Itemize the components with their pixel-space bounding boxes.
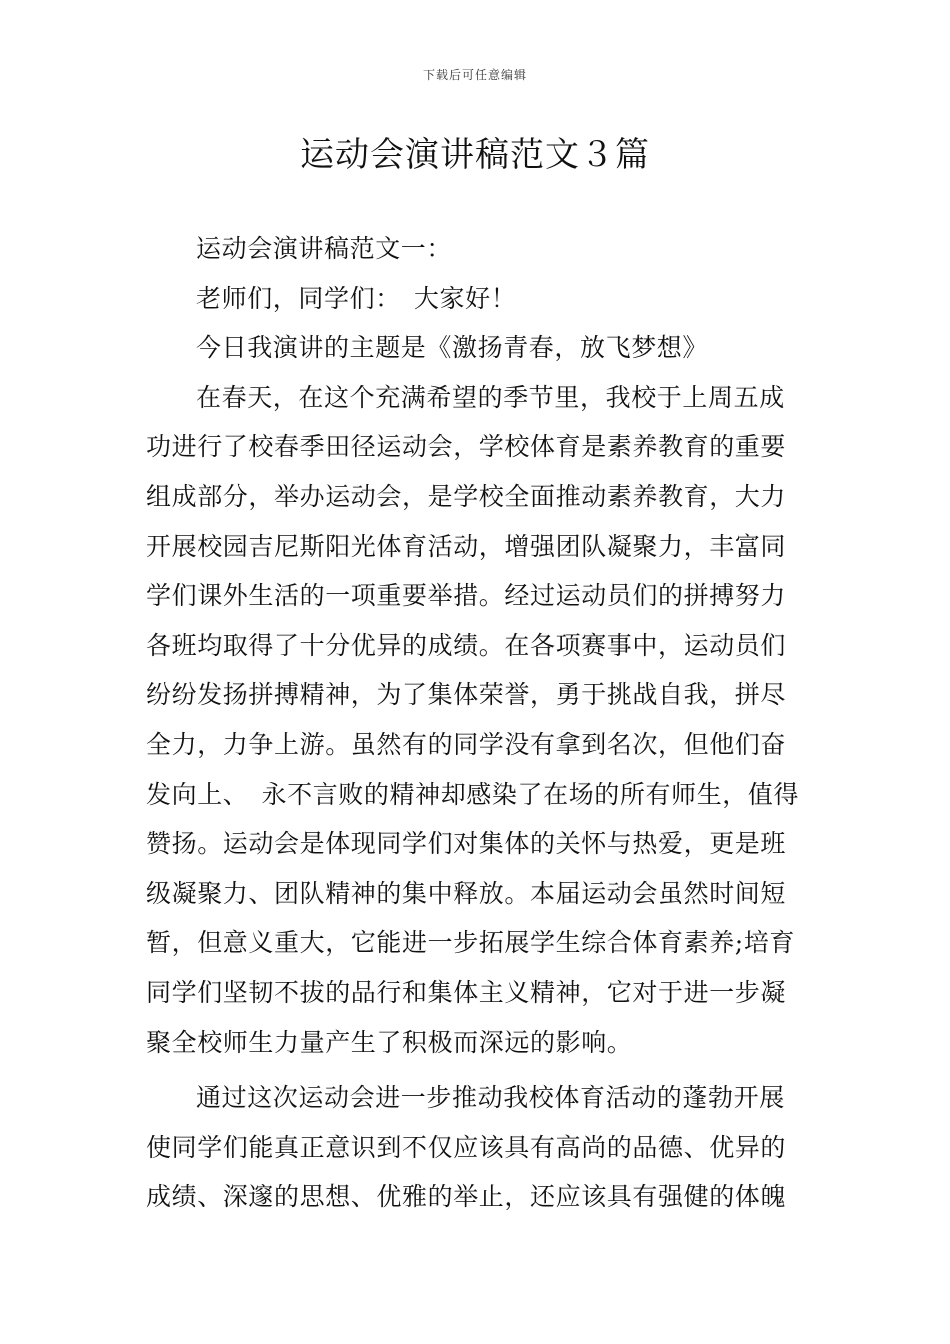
text-line: 全力，力争上游。虽然有的同学没有拿到名次，但他们奋: [146, 729, 787, 759]
text-line: 成绩、深邃的思想、优雅的举止，还应该具有强健的体魄: [146, 1182, 787, 1212]
text-line: 暂，但意义重大，它能进一步拓展学生综合体育素养;培育: [146, 928, 796, 958]
text-line: 学们课外生活的一项重要举措。经过运动员们的拼搏努力: [146, 581, 787, 611]
text-line: 功进行了校春季田径运动会，学校体育是素养教育的重要: [146, 432, 787, 462]
document-title: 运动会演讲稿范文３篇: [300, 135, 650, 175]
text-line: 纷纷发扬拼搏精神，为了集体荣誉，勇于挑战自我，拼尽: [146, 680, 787, 710]
text-line: 在春天，在这个充满希望的季节里，我校于上周五成: [196, 382, 785, 412]
text-line: 开展校园吉尼斯阳光体育活动，增强团队凝聚力，丰富同: [146, 531, 787, 561]
text-line: 老师们，同学们： 大家好！: [196, 283, 517, 313]
paragraph-block-2: [146, 1073, 808, 1222]
text-line: 各班均取得了十分优异的成绩。在各项赛事中，运动员们: [146, 630, 787, 660]
paragraph-block-1: [146, 224, 808, 1067]
text-line: 赞扬。运动会是体现同学们对集体的关怀与热爱，更是班: [146, 829, 787, 859]
text-line: 运动会演讲稿范文一：: [196, 234, 453, 263]
text-line: 组成部分，举办运动会，是学校全面推动素养教育，大力: [146, 481, 787, 511]
text-line: 同学们坚韧不拔的品行和集体主义精神，它对于进一步凝: [146, 977, 787, 1007]
header-note: 下载后可任意编辑: [422, 68, 527, 82]
text-line: 级凝聚力、团队精神的集中释放。本届运动会虽然时间短: [146, 878, 787, 908]
text-line: 发向上、 永不言败的精神却感染了在场的所有师生，值得: [146, 779, 800, 809]
text-line: 通过这次运动会进一步推动我校体育活动的蓬勃开展: [196, 1083, 785, 1112]
text-line: 聚全校师生力量产生了积极而深远的影响。: [146, 1027, 633, 1057]
text-line: 使同学们能真正意识到不仅应该具有高尚的品德、优异的: [146, 1132, 787, 1162]
text-line: 今日我演讲的主题是《激扬青春，放飞梦想》: [196, 333, 709, 363]
